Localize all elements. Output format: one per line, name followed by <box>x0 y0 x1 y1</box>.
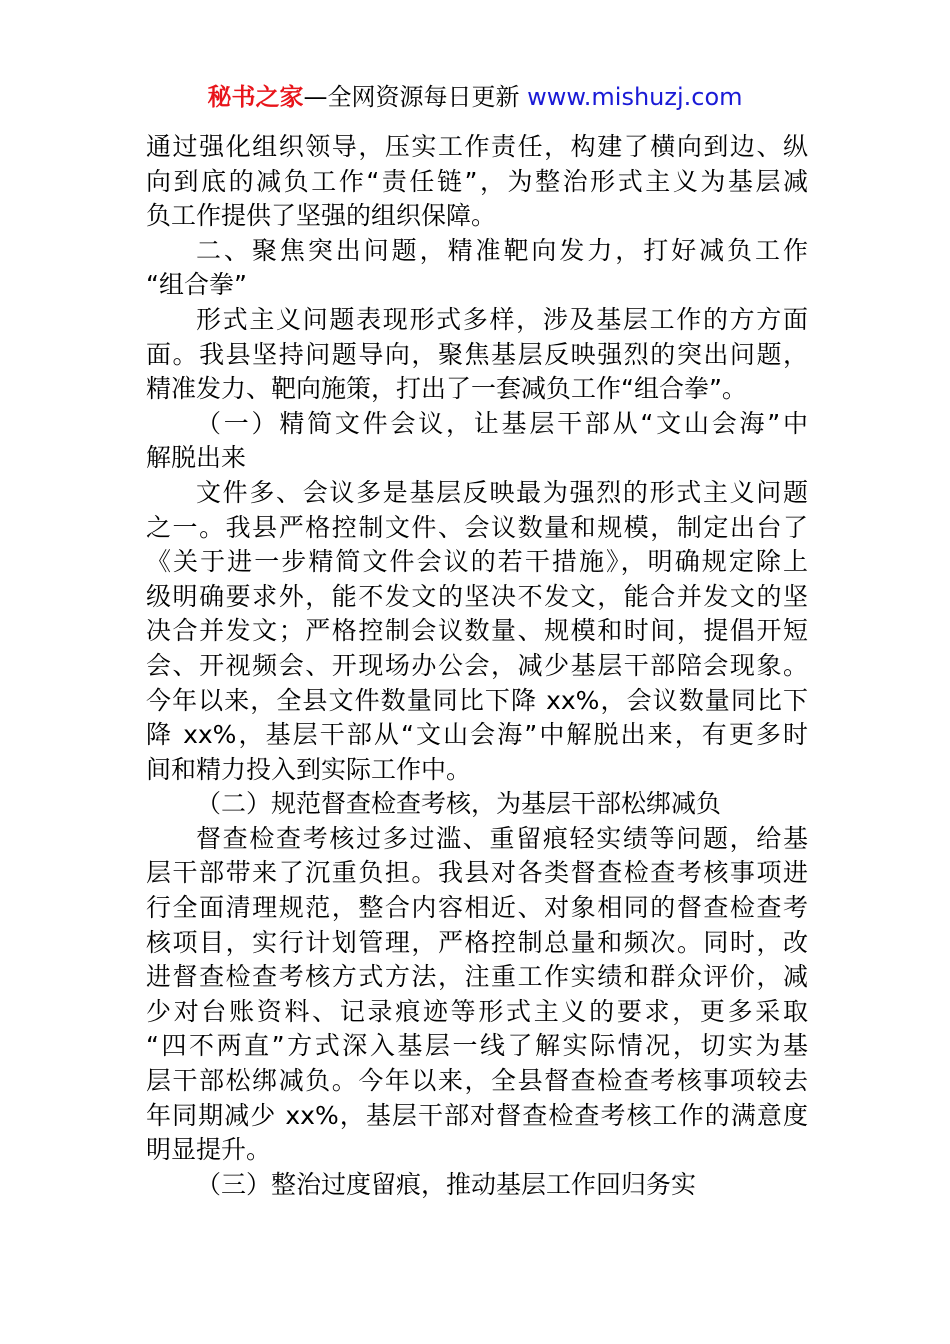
text-line: 降 xx%，基层干部从“文山会海”中解脱出来，有更多时 <box>146 720 808 750</box>
text-line: “四不两直”方式深入基层一线了解实际情况，切实为基 <box>146 1031 808 1061</box>
text-line: 解脱出来 <box>146 443 247 473</box>
site-header <box>0 80 950 114</box>
text-line: 明显提升。 <box>146 1135 272 1165</box>
text-line: 精准发力、靶向施策，打出了一套减负工作“组合拳”。 <box>146 374 747 404</box>
text-line: 会、开视频会、开现场办公会，减少基层干部陪会现象。 <box>146 650 808 680</box>
text-line: 行全面清理规范，整合内容相近、对象相同的督查检查考 <box>146 893 808 923</box>
text-line: “组合拳” <box>146 270 247 300</box>
text-line: （一）精简文件会议，让基层干部从“文山会海”中 <box>196 408 808 438</box>
text-line: 层干部带来了沉重负担。我县对各类督查检查考核事项进 <box>146 858 808 888</box>
document-body <box>146 130 808 1202</box>
text-line: 负工作提供了坚强的组织保障。 <box>146 201 497 231</box>
text-line: 进督查检查考核方式方法，注重工作实绩和群众评价，减 <box>146 962 808 992</box>
text-line: 少对台账资料、记录痕迹等形式主义的要求，更多采取 <box>146 996 808 1026</box>
text-line: 督查检查考核过多过滥、重留痕轻实绩等问题，给基 <box>196 823 808 853</box>
text-line: （二）规范督查检查考核，为基层干部松绑减负 <box>196 789 722 819</box>
text-line: 今年以来，全县文件数量同比下降 xx%，会议数量同比下 <box>146 685 808 715</box>
text-line: 层干部松绑减负。今年以来，全县督查检查考核事项较去 <box>146 1066 808 1096</box>
site-tagline: —全网资源每日更新 <box>303 83 520 111</box>
text-line: 二、聚焦突出问题，精准靶向发力，打好减负工作 <box>196 235 808 265</box>
text-line: 之一。我县严格控制文件、会议数量和规模，制定出台了 <box>146 512 808 542</box>
text-line: 面。我县坚持问题导向，聚焦基层反映强烈的突出问题， <box>146 339 808 369</box>
site-url-link[interactable]: www.mishuzj.com <box>527 83 743 111</box>
text-line: 文件多、会议多是基层反映最为强烈的形式主义问题 <box>196 477 808 507</box>
text-line: 决合并发文；严格控制会议数量、规模和时间，提倡开短 <box>146 616 808 646</box>
text-line: 核项目，实行计划管理，严格控制总量和频次。同时，改 <box>146 927 808 957</box>
text-line: 向到底的减负工作“责任链”，为整治形式主义为基层减 <box>146 166 808 196</box>
text-line: 年同期减少 xx%，基层干部对督查检查考核工作的满意度 <box>146 1100 808 1130</box>
text-line: 级明确要求外，能不发文的坚决不发文，能合并发文的坚 <box>146 581 808 611</box>
text-line: 间和精力投入到实际工作中。 <box>146 754 472 784</box>
site-brand: 秘书之家 <box>207 83 304 111</box>
text-line: 通过强化组织领导，压实工作责任，构建了横向到边、纵 <box>146 132 808 161</box>
text-line: （三）整治过度留痕，推动基层工作回归务实 <box>196 1169 697 1199</box>
text-line: 《关于进一步精简文件会议的若干措施》，明确规定除上 <box>146 547 808 577</box>
text-line: 形式主义问题表现形式多样，涉及基层工作的方方面 <box>196 304 808 334</box>
